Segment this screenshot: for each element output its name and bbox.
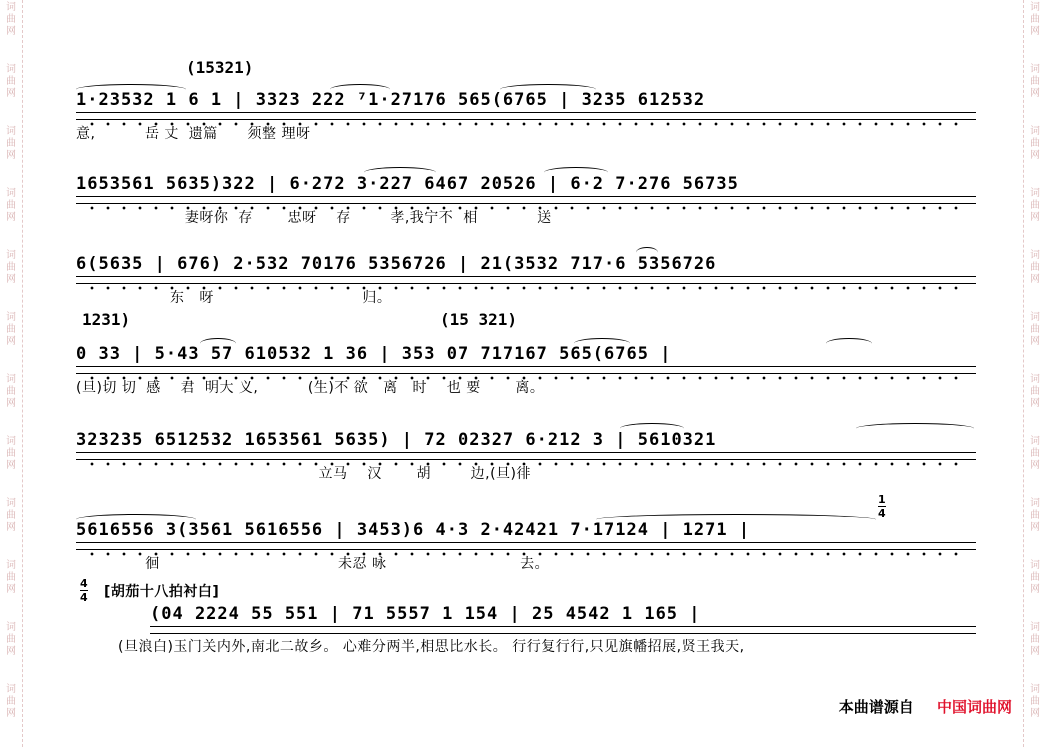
- beam-underline: [76, 112, 976, 120]
- time-signature: 4 4: [80, 577, 88, 604]
- section-label: [胡茄十八拍衬白]: [104, 584, 220, 600]
- source-credit: [839, 696, 1012, 717]
- margin-rule-right: [1023, 0, 1024, 747]
- lyric-line: 东 呀 归。: [76, 290, 392, 306]
- watermark-left: 词 曲 网 词 曲 网 词 曲 网 词 曲 网 词 曲 网 词 曲 网 词 曲 网 词 曲 网 词 曲 网 词 曲 网 词 曲 网 词 曲 网: [6, 2, 16, 719]
- lyric-line: 徊 未忍 咏 去。: [76, 556, 550, 572]
- watermark-right: 词 曲 网 词 曲 网 词 曲 网 词 曲 网 词 曲 网 词 曲 网 词 曲 网 词 曲 网 词 曲 网 词 曲 网 词 曲 网 词 曲 网: [1030, 2, 1040, 719]
- notation-line: 0 33 | 5·43 57 610532 1 36 | 353 07 717167 565(6765 |: [76, 344, 672, 364]
- beam-underline: [76, 452, 976, 460]
- lyric-line: 意, 岳 丈 遗篇 须整 理呀: [76, 126, 311, 142]
- slur: [826, 338, 872, 349]
- lyric-line: 立马 汉 胡 边,(旦)徘: [76, 466, 531, 482]
- source-label: 本曲谱源自: [838, 698, 914, 716]
- above-notation: 1231): [82, 310, 131, 329]
- notation-line: (04 2224 55 551 | 71 5557 1 154 | 25 4542 1 165 |: [150, 604, 701, 624]
- lyric-line: (旦)切 切 感 君 明大 义, (生)不 欲 离 时 也 要 离。: [76, 380, 545, 396]
- beam-underline: [150, 626, 976, 634]
- beam-underline: [76, 366, 976, 374]
- notation-line: 5616556 3(3561 5616556 | 3453)6 4·3 2·42421 7·17124 | 1271 |: [76, 520, 751, 540]
- margin-rule-left: [22, 0, 23, 747]
- notation-line: 6(5635 | 676) 2·532 70176 5356726 | 21(3532 717·6 5356726: [76, 254, 717, 274]
- notation-line: 1·23532 1 6 1 | 3323 222 ⁷1·27176 565(6765 | 3235 612532: [76, 90, 706, 110]
- time-signature: 1 4: [878, 493, 886, 520]
- beam-underline: [76, 276, 976, 284]
- above-notation: (15 321): [440, 310, 518, 329]
- beam-underline: [76, 542, 976, 550]
- above-notation: (15321): [186, 58, 254, 77]
- lyric-line: 妻呀你 存 忠呀 存 孝,我宁不 相 送: [76, 210, 552, 226]
- beam-underline: [76, 196, 976, 204]
- notation-line: 1653561 5635)322 | 6·272 3·227 6467 20526 | 6·2 7·276 56735: [76, 174, 739, 194]
- lyric-line: (旦浪白)玉门关内外,南北二故乡。 心难分两半,相思比水长。 行行复行行,只见旗幡招展,贤王我天,: [118, 639, 745, 655]
- notation-line: 323235 6512532 1653561 5635) | 72 02327 6·212 3 | 5610321: [76, 430, 717, 450]
- slur: [856, 423, 974, 434]
- site-name[interactable]: 中国词曲网: [936, 698, 1012, 716]
